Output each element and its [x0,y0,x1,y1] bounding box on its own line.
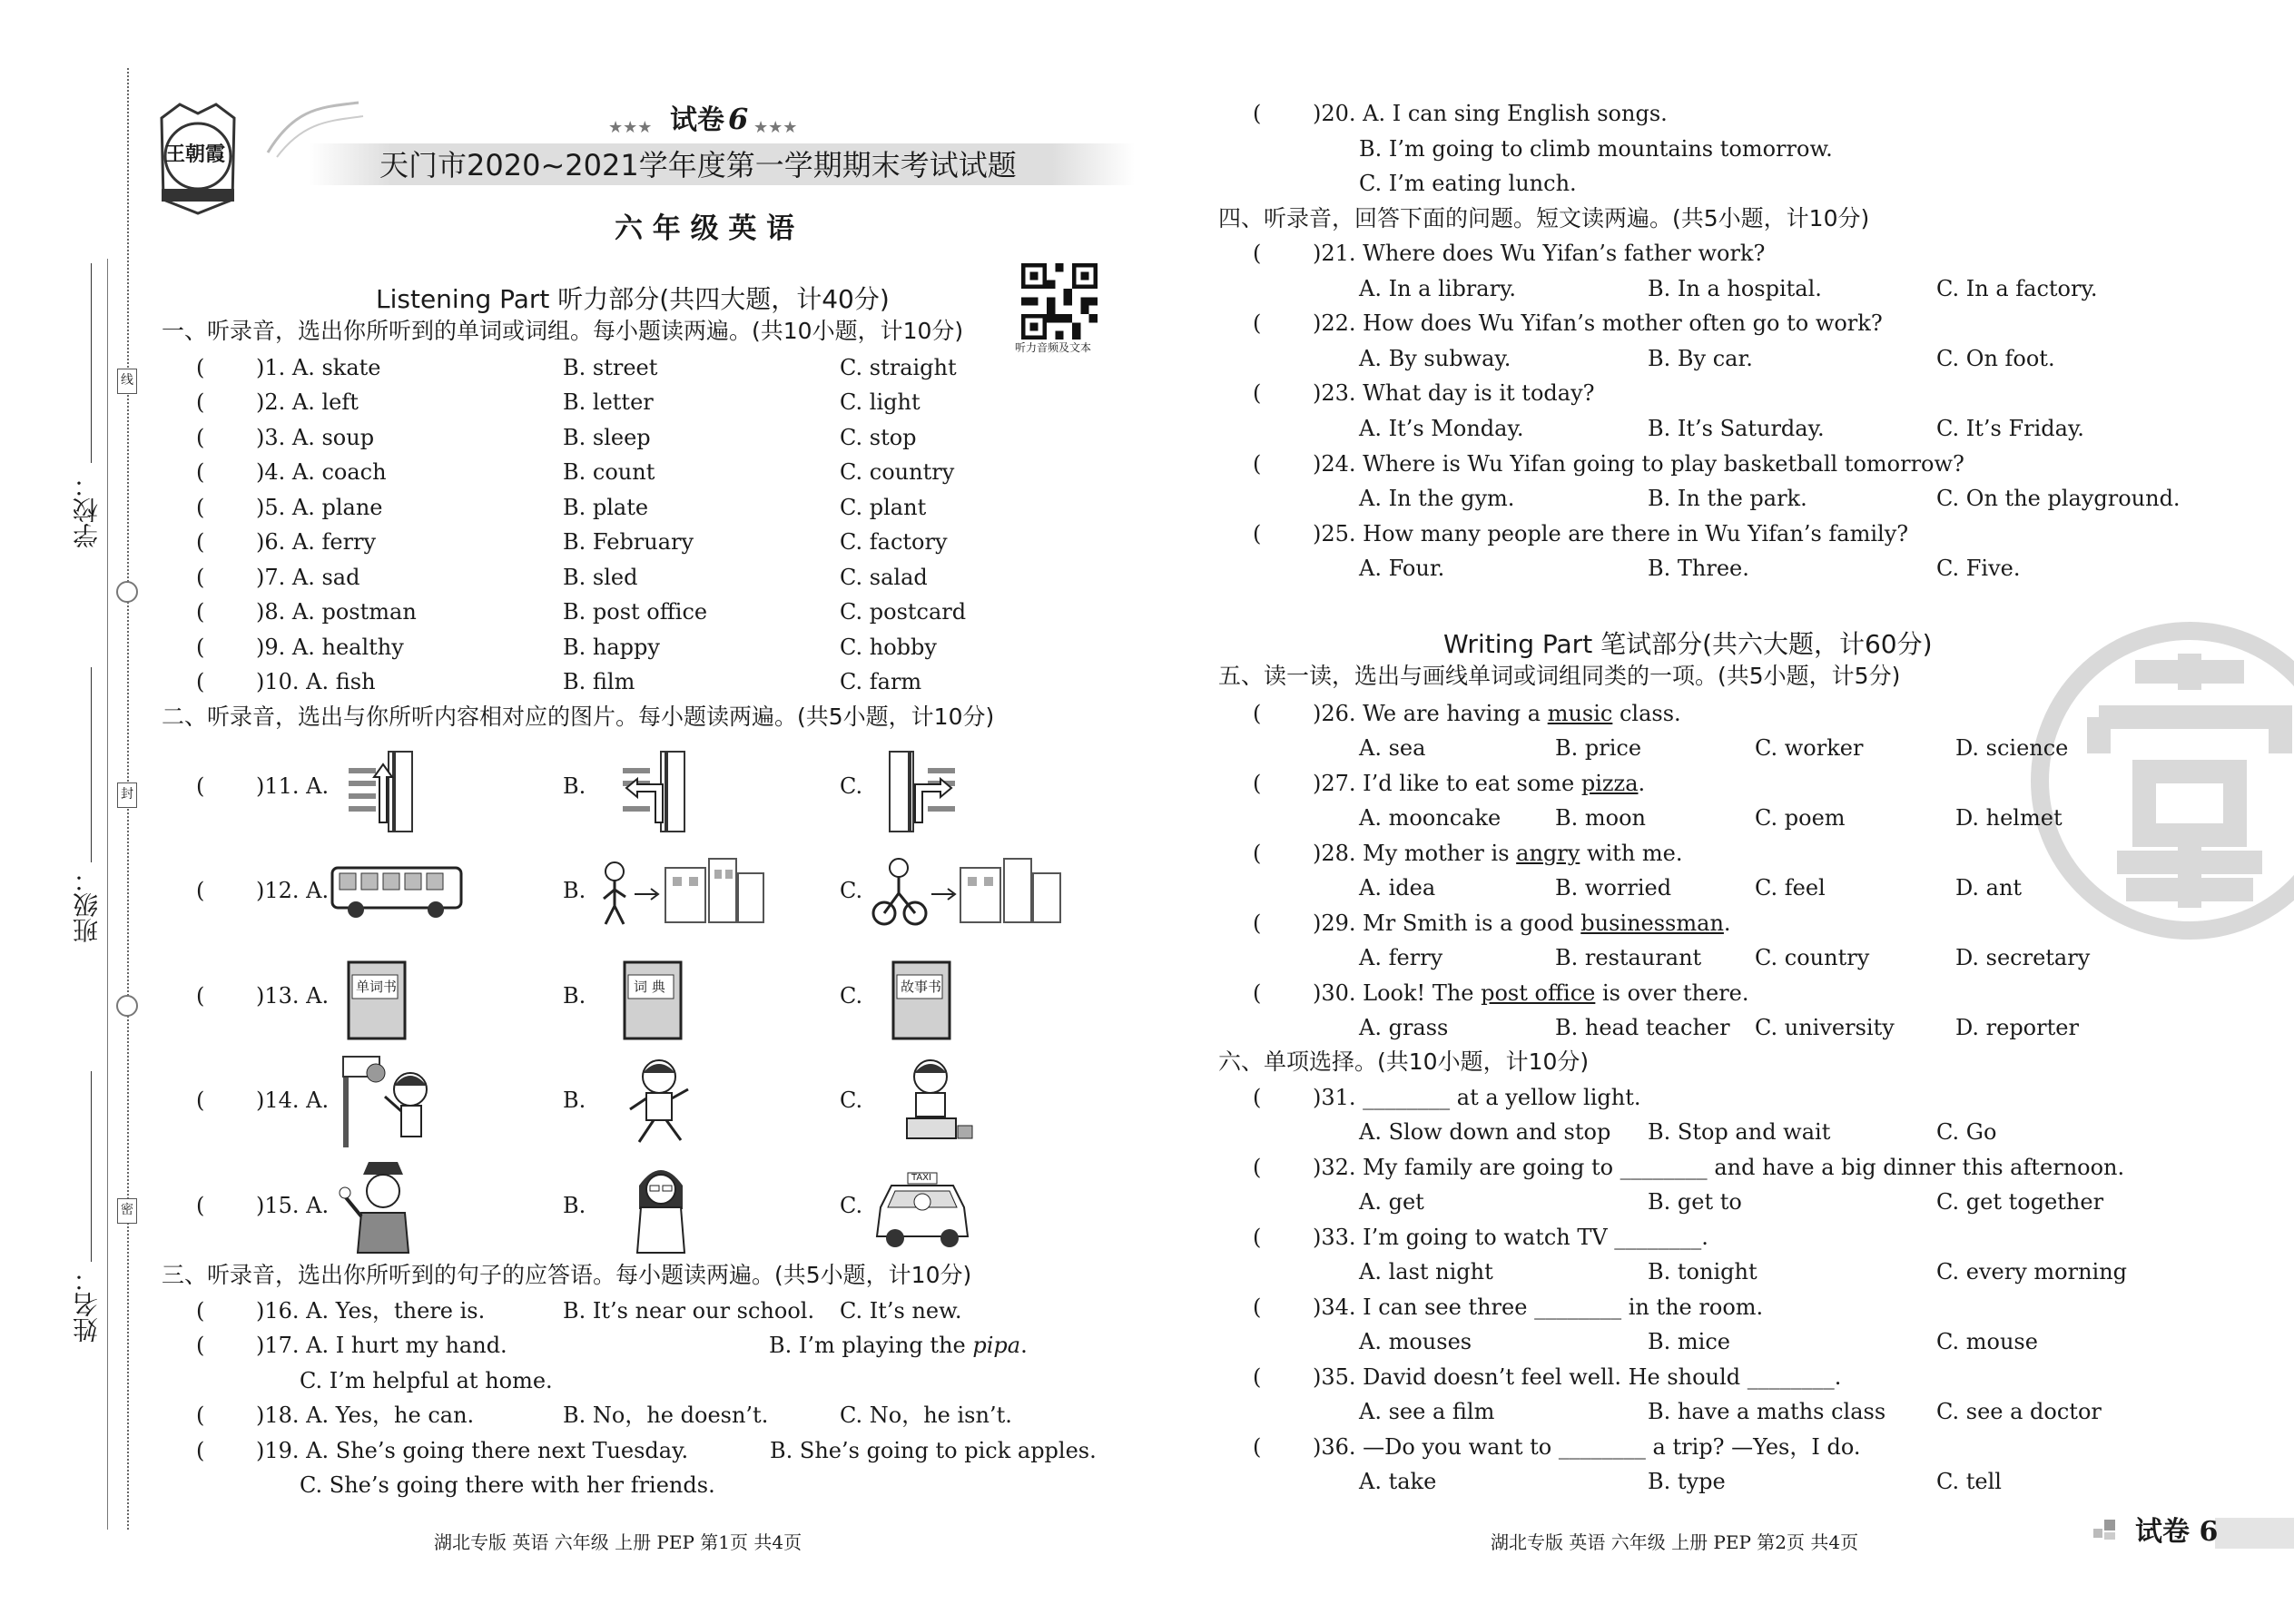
answer-paren: ( [196,669,205,694]
option-b: B. price [1555,735,1642,761]
book-label-b: 词 典 [634,979,665,995]
question-label: )11. A. [256,773,330,799]
answer-paren: ( [1253,910,1262,936]
option-d: D. ant [1955,875,2023,901]
answer-paren: ( [196,878,205,903]
question-text-pre: )30. Look! The [1313,980,1482,1006]
option-c-label: C. [840,983,863,1009]
question-option-c: C. salad [840,565,928,590]
option-a: A. Four. [1359,556,1445,581]
option-c: C. get together [1936,1189,2104,1215]
answer-paren: ( [196,635,205,660]
question-option-c: C. hobby [840,635,937,660]
question-option-b: B. happy [563,635,660,660]
section-6-heading: 六、单项选择。(共10小题，计10分) [1218,1048,1590,1075]
option-c: C. On the playground. [1936,486,2181,511]
listening-part-heading: Listening Part 听力部分(共四大题，计40分) [376,284,890,314]
option-c: C. country [1755,945,1870,970]
option-b-label: B. [563,773,586,799]
question-option-c: C. straight [840,355,957,380]
option-b-label: B. [563,1088,586,1113]
question-option-c: C. postcard [840,599,967,625]
question-label: )13. A. [256,983,330,1009]
answer-paren: ( [1253,451,1262,477]
option-a: A. Slow down and stop [1359,1119,1611,1145]
book-label-a: 单词书 [356,979,398,995]
answer-paren: ( [1253,310,1262,336]
answer-paren: ( [196,773,205,799]
question-text-post: class. [1612,701,1681,726]
question-label: )14. A. [256,1088,330,1113]
answer-paren: ( [1253,521,1262,546]
answer-paren: ( [1253,101,1262,126]
book-picture-a [345,959,410,1042]
option-d: D. science [1955,735,2069,761]
option-c-label: C. [840,1088,863,1113]
option-c: C. It’s Friday. [1936,416,2084,441]
question-option-c: C. I’m eating lunch. [1359,171,1577,196]
option-b: B. Stop and wait [1648,1119,1831,1145]
option-c-label: C. [840,878,863,903]
option-c-label: C. [840,1193,863,1218]
question-option-a: )3. A. soup [256,425,375,450]
question-text: )21. Where does Wu Yifan’s father work? [1313,241,1766,266]
question-option-a: )6. A. ferry [256,529,377,555]
question-text [1313,910,1731,937]
question-text-post: with me. [1580,841,1683,866]
question-text-post: . [1638,771,1646,796]
seal-mark: 封 [117,782,137,808]
turn-sign-picture-a [343,750,416,833]
answer-paren: ( [196,1088,205,1113]
class-blank-line [91,667,92,862]
option-a: A. In a library. [1359,276,1517,301]
option-b-label: B. [563,983,586,1009]
question-option-b: B. No，he doesn’t. [563,1403,769,1428]
answer-paren: ( [1253,771,1262,796]
answer-paren: ( [196,425,205,450]
question-option-a: )20. A. I can sing English songs. [1313,101,1668,126]
option-b: B. By car. [1648,346,1753,371]
question-text-pre: )27. I’d like to eat some [1313,771,1581,796]
question-option-b: B. sled [563,565,638,590]
question-option-a: )9. A. healthy [256,635,404,660]
question-text [1313,770,1645,797]
answer-paren: ( [1253,980,1262,1006]
paper-label: 试卷 [670,104,724,136]
option-d: D. secretary [1955,945,2091,970]
answer-paren: ( [1253,1225,1262,1250]
question-option-a: )2. A. left [256,389,359,415]
school-blank-line [91,263,92,463]
basketball-boy-picture [338,1053,443,1149]
answer-paren: ( [1253,1294,1262,1320]
answer-paren: ( [1253,241,1262,266]
school-label: 学校： [72,472,102,548]
answer-paren: ( [196,529,205,555]
question-option-c: C. No，he isn’t. [840,1403,1012,1428]
option-a: A. In the gym. [1359,486,1515,511]
option-b: B. worried [1555,875,1672,901]
question-text: )31. ________ at a yellow light. [1313,1085,1641,1110]
option-a: A. idea [1359,875,1436,901]
option-c: C. Go [1936,1119,1997,1145]
paper-tag: 试卷 6 [2135,1516,2219,1548]
question-text: )33. I’m going to watch TV ________. [1313,1225,1708,1250]
option-b: B. have a maths class [1648,1399,1886,1424]
option-b: B. moon [1555,805,1647,831]
walking-to-building-picture [595,853,767,930]
option-a: A. It’s Monday. [1359,416,1524,441]
question-option-c: C. light [840,389,921,415]
name-blank-line [91,1071,92,1262]
option-c: C. feel [1755,875,1826,901]
book-picture-c [890,959,955,1042]
question-option-b: B. I’m going to climb mountains tomorrow. [1359,136,1833,162]
question-option-b: B. letter [563,389,654,415]
option-c: C. every morning [1936,1259,2128,1284]
question-option-c: C. I’m helpful at home. [300,1368,553,1393]
secret-mark: 密 [117,1198,137,1224]
option-b-label: B. [563,1193,586,1218]
option-text: B. I’m playing the [769,1333,973,1358]
question-option-a: )7. A. sad [256,565,360,590]
option-c: C. tell [1936,1469,2002,1494]
paper-tag-decoration [2093,1518,2117,1541]
option-d: D. reporter [1955,1015,2079,1040]
exam-subtitle: 六 年 级 英 语 [615,212,795,245]
underlined-word: pizza [1580,771,1639,796]
option-b: B. get to [1648,1189,1742,1215]
qr-caption: 听力音频及文本 [1015,341,1092,354]
taxi-label: TAXI [911,1173,931,1183]
question-option-c: C. It’s new. [840,1298,962,1324]
question-option-a: )16. A. Yes，there is. [256,1298,486,1324]
logo-text: 王朝霞 [165,143,226,166]
boy-doing-homework-picture [894,1053,976,1149]
question-text: )32. My family are going to ________ and have a big dinner this afternoon. [1313,1155,2125,1180]
question-option-a: )17. A. I hurt my hand. [256,1333,507,1358]
question-text-pre: )29. Mr Smith is a good [1313,910,1581,936]
question-text [1313,700,1681,727]
question-option-c: C. She’s going there with her friends. [300,1472,715,1498]
book-label-c: 故事书 [901,979,942,995]
option-a: A. see a film [1359,1399,1495,1424]
option-b: B. tonight [1648,1259,1757,1284]
option-c: C. On foot. [1936,346,2055,371]
qr-code-icon [1019,263,1100,340]
question-text: )22. How does Wu Yifan’s mother often go to work? [1313,310,1883,336]
pipa-word: pipa [972,1333,1021,1358]
option-a: A. By subway. [1359,346,1511,371]
section-5-heading: 五、读一读，选出与画线单词或词组同类的一项。(共5小题，计5分) [1218,663,1901,689]
bus-picture [329,864,465,920]
question-text: )35. David doesn’t feel well. He should ________. [1313,1364,1842,1390]
answer-paren: ( [1253,1155,1262,1180]
option-b: B. type [1648,1469,1726,1494]
option-c: C. Five. [1936,556,2021,581]
option-c: C. mouse [1936,1329,2038,1354]
paper-stars-right: ★★★ [753,118,798,137]
question-option-a: )4. A. coach [256,459,387,485]
option-b-label: B. [563,878,586,903]
question-option-c: C. stop [840,425,917,450]
question-option-c: C. farm [840,669,922,694]
question-text: )34. I can see three ________ in the room. [1313,1294,1764,1320]
option-c-label: C. [840,773,863,799]
option-b: B. restaurant [1555,945,1702,970]
question-text-pre: )28. My mother is [1313,841,1517,866]
underlined-word: post office [1481,980,1596,1006]
secret-stamp-watermark [2017,617,2294,944]
answer-paren: ( [196,1333,205,1358]
question-option-b [769,1332,1028,1359]
option-c: C. In a factory. [1936,276,2098,301]
option-b: B. mice [1648,1329,1730,1354]
answer-paren: ( [196,495,205,520]
underlined-word: businessman [1580,910,1724,936]
question-option-b: B. film [563,669,635,694]
question-option-b: B. count [563,459,655,485]
option-a: A. mooncake [1359,805,1501,831]
turn-sign-picture-c [888,750,960,833]
question-text-post: is over there. [1595,980,1749,1006]
answer-paren: ( [1253,841,1262,866]
paper-number: 6 [728,102,749,136]
question-option-a: )18. A. Yes，he can. [256,1403,475,1428]
answer-paren: ( [196,565,205,590]
answer-paren: ( [1253,1434,1262,1460]
option-a: A. ferry [1359,945,1443,970]
question-option-a: )1. A. skate [256,355,381,380]
option-d: D. helmet [1955,805,2063,831]
question-option-c: C. country [840,459,955,485]
question-option-b: B. plate [563,495,649,520]
question-text: )23. What day is it today? [1313,380,1595,406]
book-picture-b [621,959,686,1042]
binding-solid-line [107,259,108,1530]
option-a: A. sea [1359,735,1426,761]
answer-paren: ( [196,1193,205,1218]
page-footer-right: 湖北专版 英语 六年级 上册 PEP 第2页 共4页 [1491,1531,1859,1553]
option-a: A. get [1359,1189,1424,1215]
question-option-b: B. It’s near our school. [563,1298,815,1324]
option-b: B. It’s Saturday. [1648,416,1825,441]
binding-hole-icon [116,581,138,603]
question-text [1313,979,1749,1007]
question-option-c: C. plant [840,495,927,520]
section-2-heading: 二、听录音，选出与你所听内容相对应的图片。每小题读两遍。(共5小题，计10分) [162,704,995,730]
police-officer-picture [338,1158,428,1255]
question-option-b: B. She’s going to pick apples. [770,1438,1097,1463]
option-a: A. grass [1359,1015,1449,1040]
page-footer-left: 湖北专版 英语 六年级 上册 PEP 第1页 共4页 [434,1531,802,1553]
answer-paren: ( [196,459,205,485]
question-option-a: )19. A. She’s going there next Tuesday. [256,1438,689,1463]
question-option-b: B. street [563,355,658,380]
question-option-c: C. factory [840,529,948,555]
option-b: B. Three. [1648,556,1749,581]
paper-stars-left: ★★★ [608,118,653,137]
question-label: )12. A. [256,878,330,903]
turn-sign-picture-b [617,750,690,833]
section-1-heading: 一、听录音，选出你所听到的单词或词组。每小题读两遍。(共10小题，计10分) [162,318,964,344]
woman-doctor-picture [625,1158,697,1255]
question-option-b: B. post office [563,599,708,625]
underlined-word: angry [1516,841,1580,866]
question-text: )24. Where is Wu Yifan going to play basketball tomorrow? [1313,451,1964,477]
question-option-a: )10. A. fish [256,669,376,694]
question-text-pre: )26. We are having a [1313,701,1548,726]
answer-paren: ( [196,1298,205,1324]
option-b: B. head teacher [1555,1015,1730,1040]
answer-paren: ( [196,389,205,415]
question-text-post: . [1723,910,1731,936]
answer-paren: ( [1253,1085,1262,1110]
exam-title: 天门市2020~2021学年度第一学期期末考试试题 [379,148,1017,182]
binding-hole-icon [116,995,138,1017]
answer-paren: ( [1253,701,1262,726]
section-4-heading: 四、听录音，回答下面的问题。短文读两遍。(共5小题，计10分) [1218,205,1870,231]
question-option-b: B. February [563,529,694,555]
option-c: C. poem [1755,805,1846,831]
answer-paren: ( [1253,380,1262,406]
question-option-b: B. sleep [563,425,651,450]
answer-paren: ( [196,599,205,625]
option-a: A. take [1359,1469,1437,1494]
question-label: )15. A. [256,1193,330,1218]
answer-paren: ( [1253,1364,1262,1390]
paper-tag-bar [2215,1518,2294,1549]
answer-paren: ( [196,1403,205,1428]
question-option-a: )8. A. postman [256,599,417,625]
option-c: C. university [1755,1015,1895,1040]
writing-part-heading: Writing Part 笔试部分(共六大题，计60分) [1443,629,1933,659]
brand-logo [153,100,243,218]
question-option-a: )5. A. plane [256,495,383,520]
option-c: C. worker [1755,735,1864,761]
question-text: )25. How many people are there in Wu Yifan’s family? [1313,521,1909,546]
option-b: B. In a hospital. [1648,276,1822,301]
underlined-word: music [1547,701,1613,726]
question-text: )36. —Do you want to ________ a trip? —Yes，I do. [1313,1434,1861,1460]
option-b: B. In the park. [1648,486,1807,511]
name-label: 姓名： [72,1266,102,1343]
option-c: C. see a doctor [1936,1399,2102,1424]
option-text: . [1020,1333,1028,1358]
line-mark: 线 [117,369,137,394]
answer-paren: ( [196,983,205,1009]
cycling-to-building-picture [871,853,1064,930]
question-text [1313,840,1683,867]
section-3-heading: 三、听录音，选出你所听到的句子的应答语。每小题读两遍。(共5小题，计10分) [162,1262,972,1288]
option-a: A. last night [1359,1259,1493,1284]
answer-paren: ( [196,355,205,380]
class-label: 班级： [72,867,102,943]
answer-paren: ( [196,1438,205,1463]
running-boy-picture [617,1053,699,1149]
option-a: A. mouses [1359,1329,1472,1354]
